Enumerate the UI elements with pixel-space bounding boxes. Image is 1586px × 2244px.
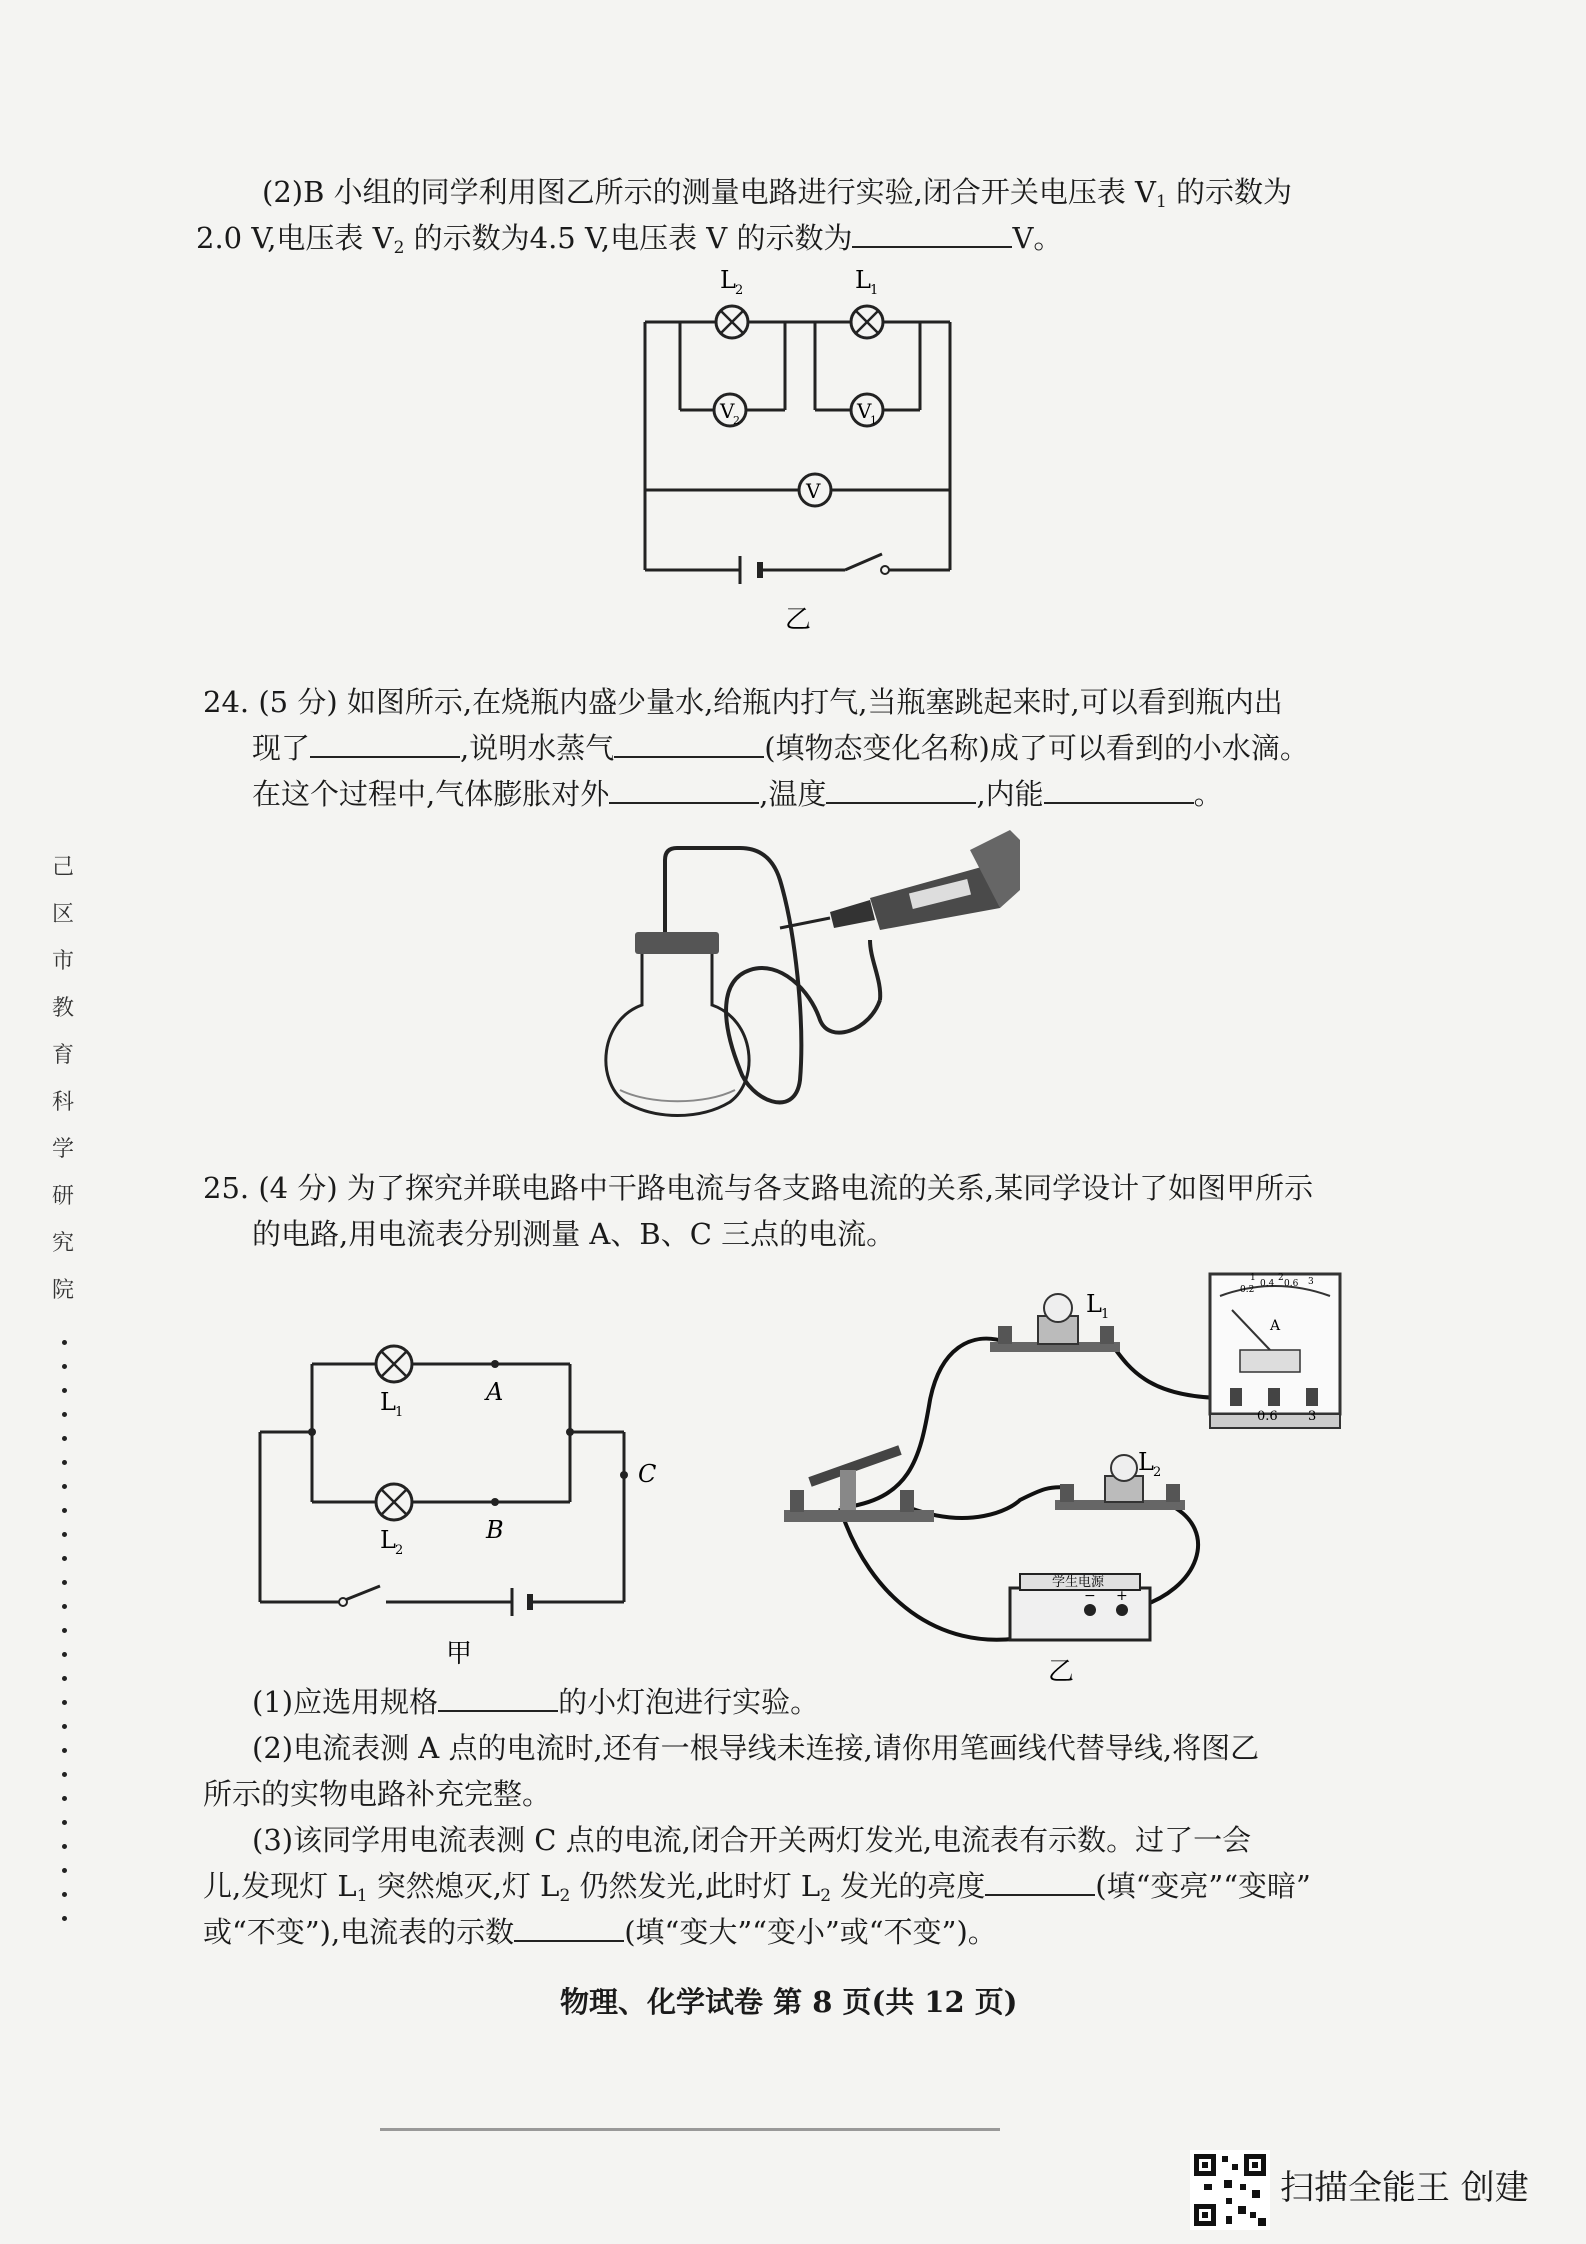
lamp-l2 (716, 306, 748, 338)
voltmeter-v2-sub: 2 (733, 414, 740, 427)
ammeter-scale-label: 0.4 (1260, 1279, 1275, 1289)
label-l2-sub: 2 (1153, 1465, 1162, 1480)
answer-blank[interactable] (310, 726, 460, 758)
q25-sub3-line2: 儿,发现灯 $L_1$ 突然熄灭,灯 $L_2$ 仍然发光,此时灯 $L_2$ 发光的亮度 (填“变亮”“变暗” (203, 1864, 1311, 1918)
voltmeter-v2-label: V (720, 399, 735, 423)
stopper (635, 932, 719, 954)
answer-blank[interactable] (985, 1864, 1095, 1896)
figure-caption-yi: 乙 (1048, 1657, 1075, 1687)
junction-dot (308, 1428, 316, 1436)
point-c-dot (620, 1471, 628, 1479)
ammeter-scale-label: 0.6 (1284, 1279, 1299, 1289)
q25-sub3-line1: (3)该同学用电流表测 C 点的电流,闭合开关两灯发光,电流表有示数。过了一会 (252, 1823, 1252, 1857)
answer-blank[interactable] (1044, 772, 1194, 804)
q25-sub1: (1)应选用规格 的小灯泡进行实验。 (252, 1680, 819, 1724)
answer-blank[interactable] (852, 216, 1012, 248)
scanner-watermark: 扫描全能王 创建 (1280, 2168, 1529, 2208)
answer-blank[interactable] (514, 1910, 624, 1942)
q23-line2: 2.0 V,电压表 $V_2$ 的示数为4.5 V,电压表 V 的示数为 V。 (196, 216, 1062, 270)
ammeter-scale-label: 2 (1278, 1273, 1284, 1283)
figure-caption-jia: 甲 (446, 1639, 473, 1669)
voltmeter-v1-label: V (857, 399, 872, 423)
voltmeter-v-label: V (806, 479, 821, 503)
figure-caption-yi: 乙 (785, 605, 812, 635)
q25-sub3-line3: 或“不变”),电流表的示数 (填“变大”“变小”或“不变”)。 (203, 1910, 997, 1954)
ammeter-terminal-label: 3 (1308, 1409, 1317, 1424)
switch-contact (339, 1598, 347, 1606)
label-l2: L (380, 1526, 396, 1554)
answer-blank[interactable] (826, 772, 976, 804)
scan-edge-line (380, 2128, 1000, 2131)
q24-line3: 在这个过程中,气体膨胀对外 ,温度 ,内能 。 (252, 772, 1223, 816)
label-point-c: C (638, 1460, 657, 1488)
point-b-dot (491, 1498, 499, 1506)
ammeter-scale-label: 1 (1250, 1273, 1256, 1283)
margin-vertical-text: 己 区 市 教 育 科 学 研 究 院 (52, 855, 75, 1303)
label-l2: L (720, 266, 736, 294)
q25-line1: 25. (4 分) 为了探究并联电路中干路电流与各支路电流的关系,某同学设计了如图甲所示 (203, 1171, 1314, 1205)
q24-line2: 现了 ,说明水蒸气 (填物态变化名称)成了可以看到的小水滴。 (252, 726, 1309, 770)
lamp-l2 (376, 1484, 412, 1520)
q25-line2: 的电路,用电流表分别测量 A、B、C 三点的电流。 (252, 1217, 896, 1251)
page-footer: 物理、化学试卷 第 8 页(共 12 页) (560, 1985, 1018, 2019)
label-l1-sub: 1 (395, 1405, 404, 1420)
power-supply-label: 学生电源 (1052, 1575, 1105, 1590)
label-l1: L (855, 266, 871, 294)
answer-blank[interactable] (609, 772, 759, 804)
label-l2-sub: 2 (735, 283, 744, 298)
margin-dotted-line (62, 1340, 67, 1940)
lamp-l1 (376, 1346, 412, 1382)
answer-blank[interactable] (438, 1680, 558, 1712)
power-minus: − (1084, 1588, 1096, 1604)
label-point-a: A (486, 1378, 504, 1406)
voltmeter-v1-sub: 1 (870, 414, 877, 427)
label-point-b: B (486, 1516, 504, 1544)
label-l2: L (1138, 1448, 1154, 1476)
label-l1-sub: 1 (1101, 1307, 1110, 1322)
power-plus: + (1116, 1588, 1128, 1604)
q24-line1: 24. (5 分) 如图所示,在烧瓶内盛少量水,给瓶内打气,当瓶塞跳起来时,可以看到瓶内出 (203, 685, 1283, 719)
switch (784, 1450, 934, 1522)
air-tube (665, 848, 880, 1102)
label-l1: L (380, 1388, 396, 1416)
circuit-diagram-jia (250, 1320, 670, 1680)
q23-line1: (2)B 小组的同学利用图乙所示的测量电路进行实验,闭合开关电压表 $V_1$ 的示数为 (262, 175, 1293, 212)
label-l2-sub: 2 (395, 1543, 404, 1558)
ammeter-unit: A (1270, 1318, 1281, 1334)
junction-dot (566, 1428, 574, 1436)
q25-sub2-line1: (2)电流表测 A 点的电流时,还有一根导线未连接,请你用笔画线代替导线,将图乙 (252, 1731, 1260, 1765)
ammeter-scale-label: 0.2 (1240, 1285, 1255, 1295)
q25-sub2-line2: 所示的实物电路补充完整。 (203, 1777, 552, 1811)
label-l1-sub: 1 (870, 283, 879, 298)
physical-circuit-yi (770, 1270, 1390, 1690)
point-a-dot (491, 1360, 499, 1368)
switch-contact (881, 566, 889, 574)
answer-blank[interactable] (614, 726, 764, 758)
lamp-l1 (851, 306, 883, 338)
circuit-diagram-yi (620, 258, 980, 638)
ammeter-scale-label: 3 (1308, 1277, 1314, 1287)
label-l1: L (1086, 1290, 1102, 1318)
flask-pump-figure (580, 820, 1020, 1120)
ammeter-terminal-label: 0.6 (1257, 1409, 1278, 1424)
qr-code-icon (1190, 2150, 1270, 2230)
ammeter (1210, 1274, 1340, 1428)
lamp-l2-board (1055, 1455, 1185, 1510)
air-pump (780, 830, 1020, 1000)
